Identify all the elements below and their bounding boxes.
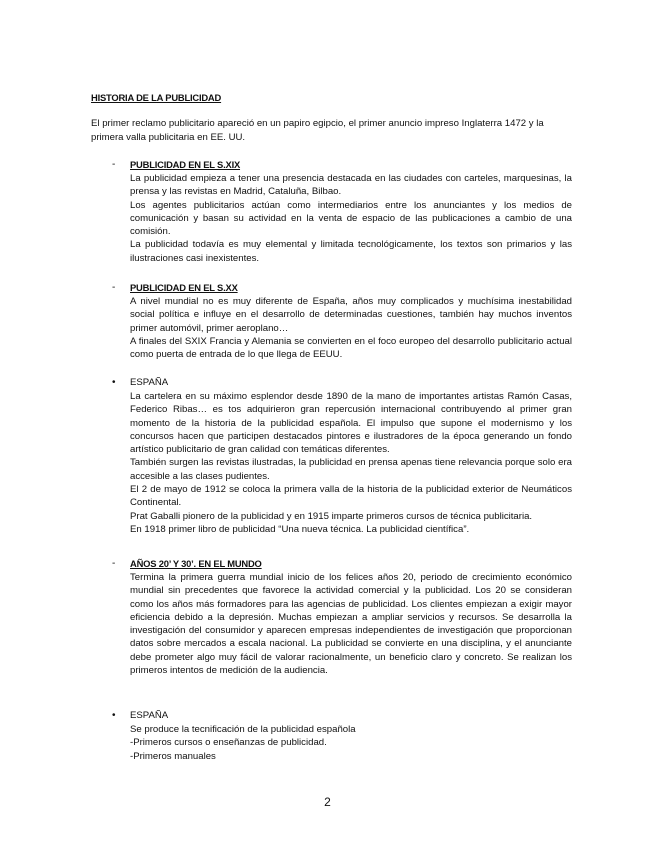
paragraph: Termina la primera guerra mundial inicio de los felices años 20, periodo de crecimiento económico mundial sin precedentes que favorece la actividad comercial y la publicidad. Los 20 se consideran como los años más formadores para las agencias de publicidad. Los clientes empiezan a exigir mayor eficiencia debido a la depresión. Muchas empiezan a ampliar servicios y recursos. Se desarrolla la investigación del consumidor y aparecen empresas independientes de investigación que proporcionan datos sobre mercados a escala nacional. La publicidad se convierte en una disciplina, y el anunciante debe prometer algo muy fácil de valorar racionalmente, un beneficio claro y concreto. Se realizan los primeros intentos de medición de la audiencia. — [130, 572, 572, 677]
section-heading: AÑOS 20’ Y 30’. EN EL MUNDO — [130, 558, 262, 569]
bullet-marker: • — [112, 710, 116, 721]
section-anos-20-30 — [112, 557, 572, 677]
paragraph: En 1918 primer libro de publicidad “Una nueva técnica. La publicidad científica”. — [130, 523, 470, 535]
section-xx — [112, 281, 572, 361]
section-heading: ESPAÑA — [130, 377, 169, 388]
section-espana-1 — [112, 376, 572, 536]
page-number: 2 — [324, 795, 331, 809]
paragraph: El 2 de mayo de 1912 se coloca la primera valla de la historia de la publicidad exterior de Neumáticos Continental. — [130, 484, 572, 509]
document-title: HISTORIA DE LA PUBLICIDAD — [91, 92, 222, 103]
paragraph: La cartelera en su máximo esplendor desde 1890 de la mano de importantes artistas Ramón Casas, Federico Ribas… es tos adquirieron gran repercusión internacional contribuyendo al primer gran momento de la historia de la publicidad española. El impulso que supone el modernismo y los concursos hacen que participen destacados pintores e ilustradores de la época generando un fondo artístico publicitario de gran calidad con temáticas diferentes. — [130, 391, 572, 456]
bullet-marker: • — [112, 377, 116, 388]
section-xix — [112, 158, 572, 265]
paragraph: -Primeros cursos o enseñanzas de publicidad. — [130, 737, 327, 749]
intro-paragraph: El primer reclamo publicitario apareció en un papiro egipcio, el primer anuncio impreso Inglaterra 1472 y la primera valla publicitaria en EE. UU. — [91, 118, 544, 143]
section-heading: PUBLICIDAD EN EL S.XIX — [130, 159, 241, 170]
section-heading: ESPAÑA — [130, 710, 169, 721]
paragraph: Prat Gaballi pionero de la publicidad y en 1915 imparte primeros cursos de técnica publicitaria. — [130, 510, 533, 522]
section-heading: PUBLICIDAD EN EL S.XX — [130, 282, 238, 293]
paragraph: Se produce la tecnificación de la publicidad española — [130, 724, 356, 735]
paragraph: La publicidad empieza a tener una presencia destacada en las ciudades con carteles, marquesinas, la prensa y las revistas en Madrid, Cataluña, Bilbao. — [130, 173, 572, 198]
dash-marker: - — [112, 558, 116, 569]
paragraph: También surgen las revistas ilustradas, la publicidad en prensa apenas tiene relevancia porque solo era accesible a las clases pudientes. — [130, 457, 572, 482]
paragraph: La publicidad todavía es muy elemental y limitada tecnológicamente, los textos son primarios y las ilustraciones casi inexistentes. — [130, 239, 572, 264]
dash-marker: - — [112, 282, 116, 293]
paragraph: -Primeros manuales — [130, 750, 216, 762]
dash-marker: - — [112, 159, 116, 170]
paragraph: A nivel mundial no es muy diferente de España, años muy complicados y muchísima inestabilidad social política e influye en el desarrollo de determinadas cuestiones, también hay muchos inventos primer automóvil, primer aeroplano… — [130, 296, 572, 334]
paragraph: A finales del SXIX Francia y Alemania se convierten en el foco europeo del desarrollo publicitario actual como puerta de entrada de lo que llega de EEUU. — [130, 335, 572, 361]
paragraph: Los agentes publicitarios actúan como intermediarios entre los anunciantes y los medios de comunicación y basan su actividad en la venta de espacio de las publicaciones a cambio de una comisión. — [130, 199, 572, 238]
section-espana-2 — [112, 709, 572, 763]
